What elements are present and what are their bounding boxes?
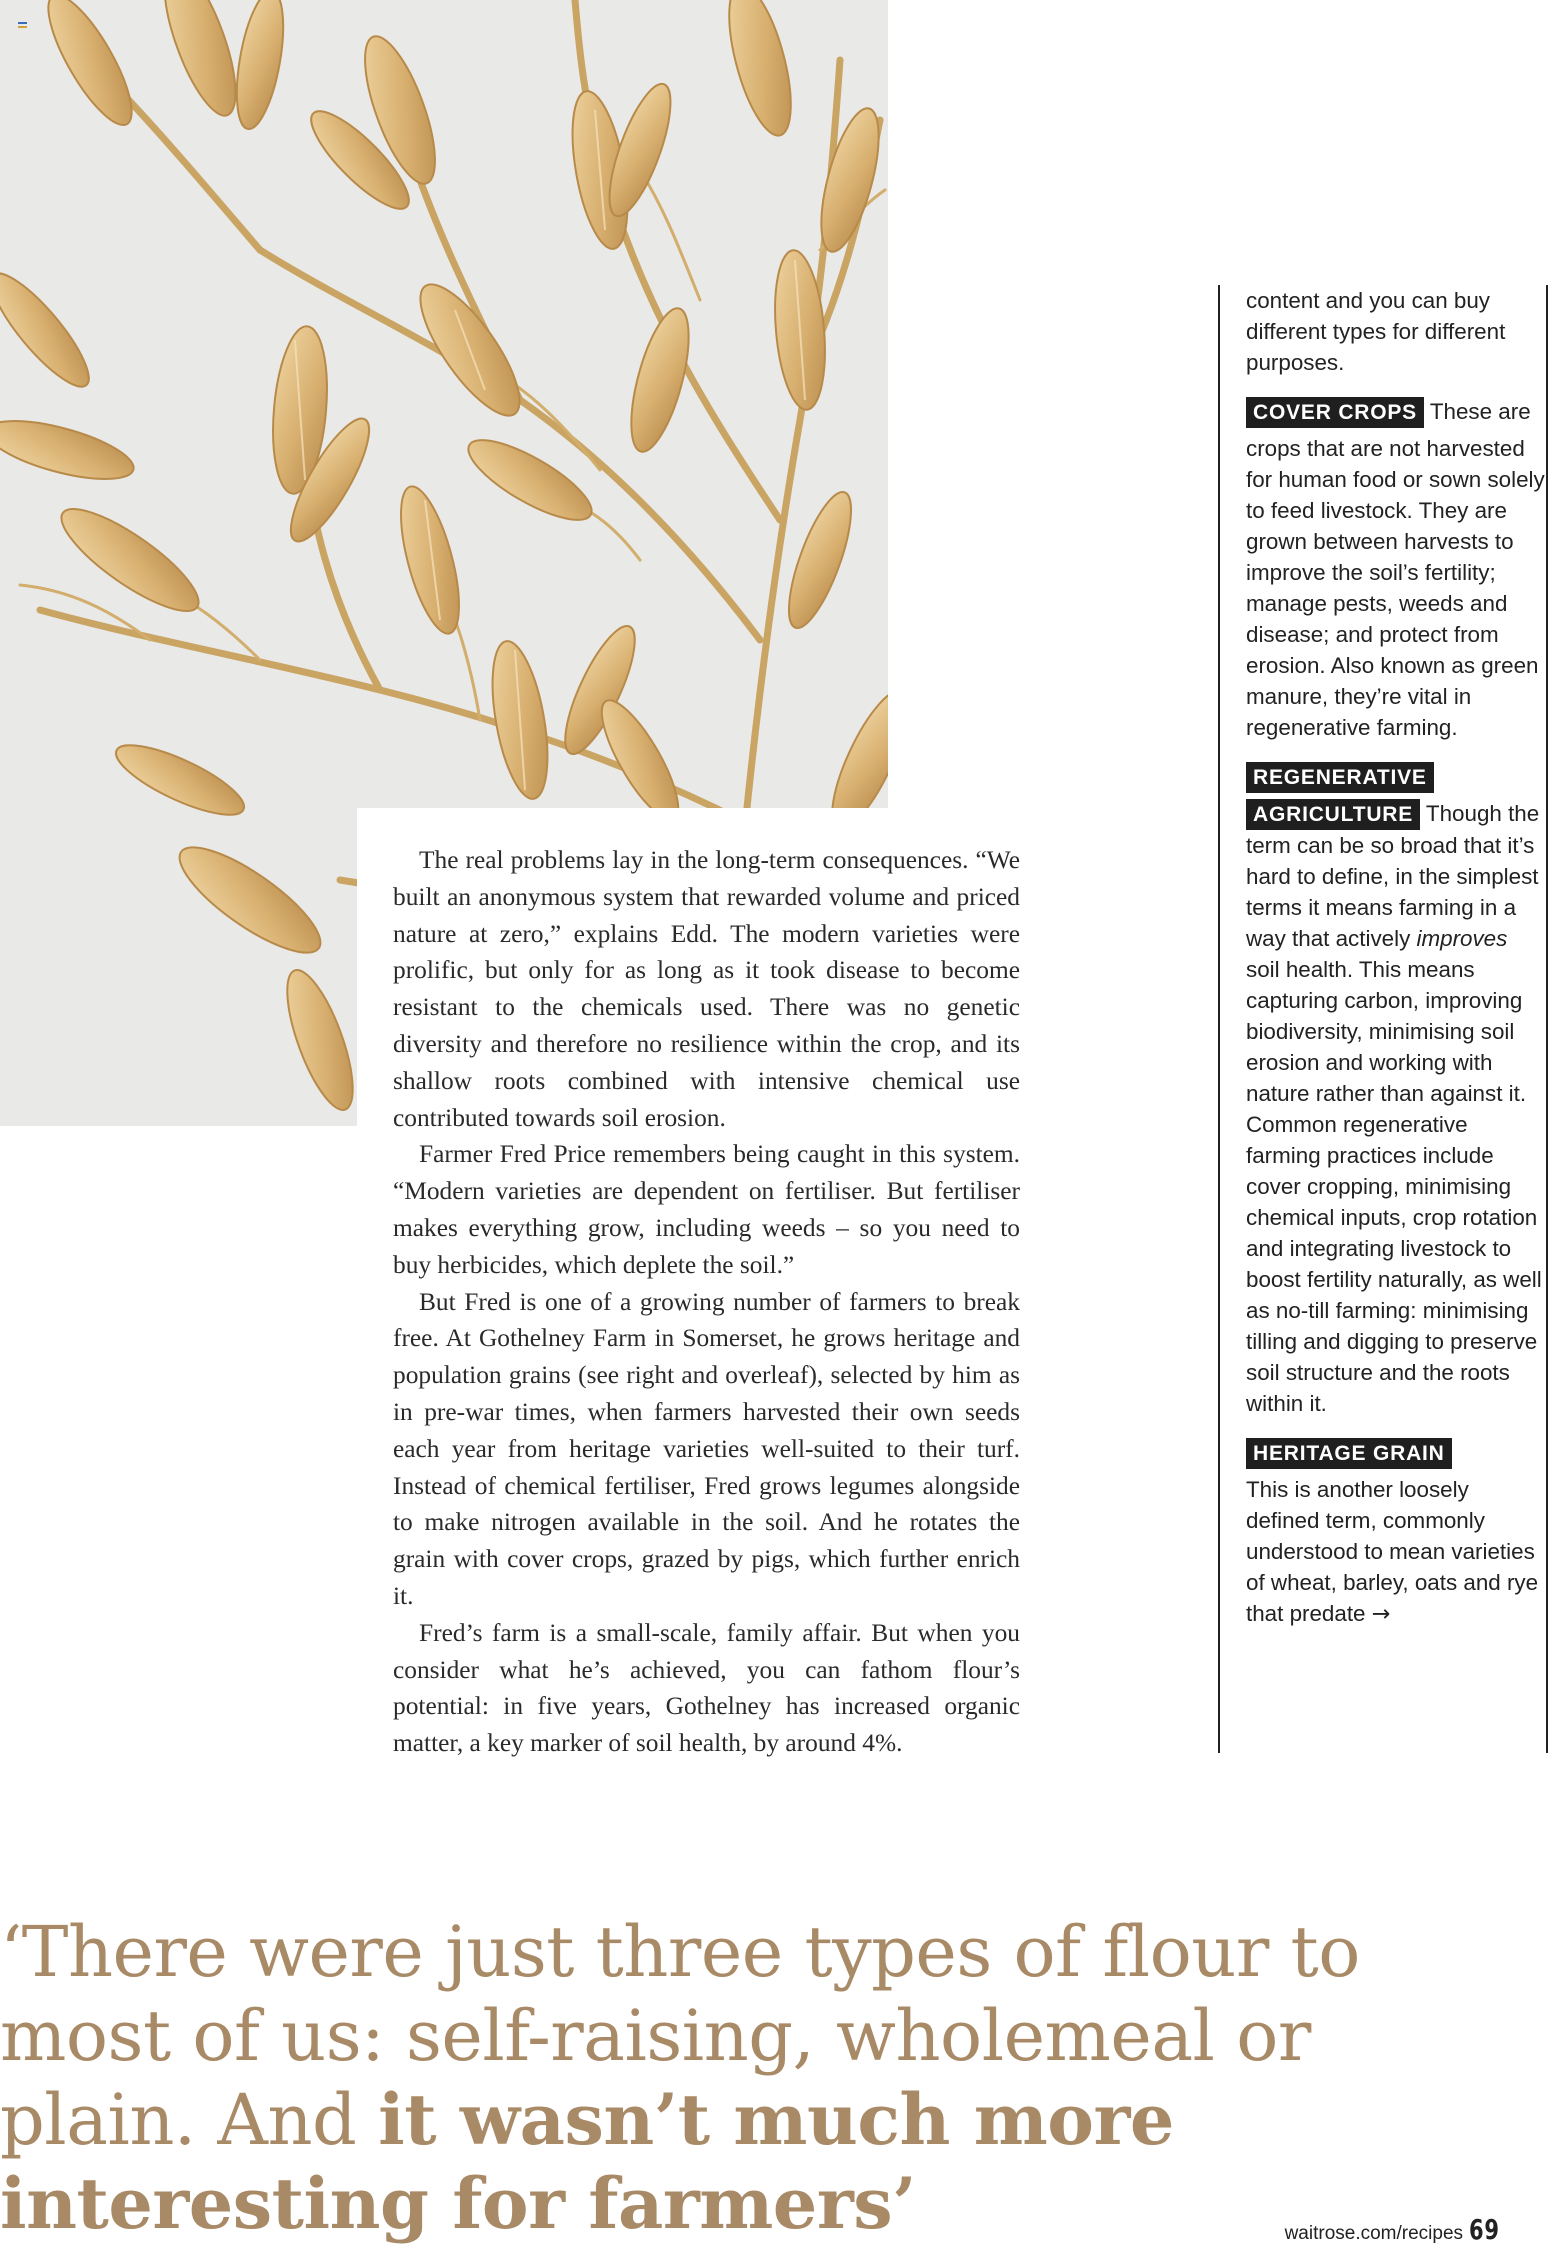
glossary-entry-heritage-grain <box>1246 1437 1546 1630</box>
glossary-definition-emphasis: improves <box>1416 926 1508 951</box>
article-body <box>393 842 1020 1762</box>
footer-url: waitrose.com/recipes <box>1284 2223 1464 2244</box>
glossary-intro: content and you can buy different types for different purposes. <box>1246 288 1506 375</box>
page-marker-icon <box>18 22 27 28</box>
pull-quote-bold: it wasn’t much more interesting for farmers’ <box>0 2078 1174 2245</box>
glossary-definition: soil health. This means capturing carbon, improving biodiversity, minimising soil erosion and working with nature rather than against it. Common regenerative farming practices include cover cropping, minimising chemical inputs, crop rotation and integrating livestock to boost fertility naturally, as well as no-till farming: minimising tilling and digging to preserve soil structure and the roots within it. <box>1246 957 1542 1416</box>
glossary-definition: These are crops that are not harvested for human food or sown solely to feed livestock. They are grown between harvests to improve the soil’s fertility; manage pests, weeds and disease; and protect from erosion. Also known as green manure, they’re vital in regenerative farming. <box>1246 399 1545 740</box>
page-number: 69 <box>1469 2213 1500 2246</box>
glossary-definition: This is another loosely defined term, commonly understood to mean varieties of wheat, barley, oats and rye that predate <box>1246 1477 1539 1626</box>
body-paragraph: But Fred is one of a growing number of farmers to break free. At Gothelney Farm in Somerset, he grows heritage and population grains (see right and overleaf), selected by him as in pre-war times, when farmers harvested their own seeds each year from heritage varieties well-suited to their turf. Instead of chemical fertiliser, Fred grows legumes alongside to make nitrogen available in the soil. And he rotates the grain with cover crops, grazed by pigs, which further enrich it. <box>393 1287 1020 1610</box>
page-footer <box>1284 2213 1510 2246</box>
glossary-entry-regenerative-agriculture <box>1246 761 1546 1419</box>
pull-quote <box>0 1910 1500 2246</box>
glossary-term-tag: AGRICULTURE <box>1246 799 1420 830</box>
body-paragraph: Farmer Fred Price remembers being caught in this system. “Modern varieties are dependent on fertiliser. But fertiliser makes everything grow, including weeds – so you need to buy herbicides, which deplete the soil.” <box>393 1140 1020 1279</box>
glossary-entry-cover-crops <box>1246 396 1546 743</box>
glossary-definition: Though the term can be so broad that it’s hard to define, in the simplest terms it means farming in a way that actively <box>1246 801 1540 951</box>
glossary-sidebar <box>1218 285 1548 1753</box>
body-paragraph: The real problems lay in the long-term consequences. “We built an anonymous system that rewarded volume and priced nature at zero,” explains Edd. The modern varieties were prolific, but only for as long as it took disease to become resistant to the chemicals used. There was no genetic diversity and therefore no resilience within the crop, and its shallow roots combined with intensive chemical use contributed towards soil erosion. <box>393 846 1020 1132</box>
glossary-content <box>1246 285 1546 1648</box>
pull-quote-regular: ‘There were just three types of flour to most of us: self-raising, wholemeal or plain. And <box>0 1911 1360 2161</box>
body-paragraph: Fred’s farm is a small-scale, family affair. But when you consider what he’s achieved, you can fathom flour’s potential: in five years, Gothelney has increased organic matter, a key marker of soil health, by around 4%. <box>393 1618 1020 1758</box>
glossary-term-tag: HERITAGE GRAIN <box>1246 1438 1452 1469</box>
glossary-term-tag: REGENERATIVE <box>1246 762 1434 793</box>
continue-arrow-icon: → <box>1371 1601 1391 1627</box>
glossary-term-tag: COVER CROPS <box>1246 397 1424 428</box>
